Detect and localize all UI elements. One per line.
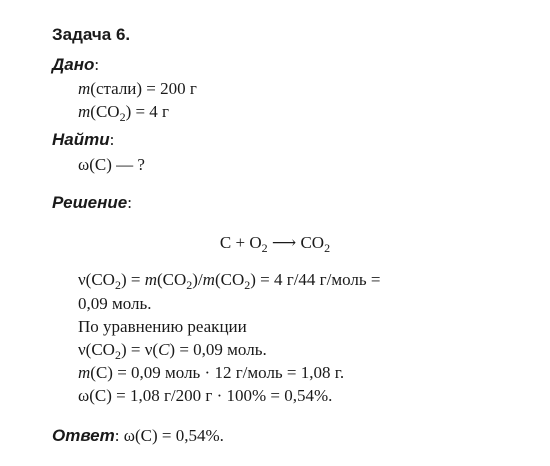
solution-line-moles-carbon: [78, 340, 267, 360]
text-fragment: (C) = 0,09 моль · 12 г/моль = 1,08 г.: [90, 363, 345, 382]
reaction-part1: C + O: [219, 233, 262, 252]
problem-title: Задача 6.: [52, 25, 131, 44]
solution-line-moles-value: 0,09 моль.: [78, 294, 152, 313]
given-colon: :: [94, 55, 100, 74]
carbon-symbol: C: [158, 340, 170, 359]
subscript: 2: [261, 241, 268, 255]
find-heading: [52, 130, 114, 150]
solution-line-carbon-mass: [78, 363, 344, 383]
subscript: 2: [119, 110, 126, 124]
given-steel-text: (стали) = 200 г: [90, 79, 197, 98]
solution-colon: :: [127, 193, 132, 212]
solution-line-moles-co2: [78, 270, 380, 290]
answer-colon: :: [114, 426, 120, 445]
text-fragment: (CO: [214, 270, 245, 289]
find-colon: :: [109, 130, 115, 149]
answer-line: [52, 426, 224, 446]
subscript: 2: [186, 278, 193, 292]
text-fragment: ) = 0,09 моль.: [169, 340, 267, 359]
subscript: 2: [244, 278, 251, 292]
answer-label: Ответ: [52, 426, 115, 445]
mass-symbol: m: [78, 102, 91, 121]
given-line-steel-mass: [78, 79, 197, 99]
text-fragment: ) = ν(: [120, 340, 159, 359]
given-co2-text-after: ) = 4 г: [125, 102, 170, 121]
solution-heading: [52, 193, 132, 213]
solution-line-by-equation: По уравнению реакции: [78, 317, 247, 336]
text-fragment: ν(CO: [78, 270, 115, 289]
subscript: 2: [324, 241, 331, 255]
reaction-equation: [0, 233, 550, 253]
subscript: 2: [114, 348, 121, 362]
answer-text: ω(C) = 0,54%.: [119, 426, 224, 445]
text-fragment: ) =: [120, 270, 145, 289]
given-line-co2-mass: [78, 102, 169, 122]
solution-label: Решение: [52, 193, 128, 212]
solution-line-mass-fraction: ω(C) = 1,08 г/200 г · 100% = 0,54%.: [78, 386, 333, 405]
reaction-arrow: ⟶ CO: [267, 233, 325, 252]
find-line: ω(C) — ?: [78, 155, 145, 174]
subscript: 2: [114, 278, 121, 292]
find-label: Найти: [52, 130, 110, 149]
mass-symbol: m: [202, 270, 215, 289]
mass-symbol: m: [78, 363, 91, 382]
given-heading: [52, 55, 99, 75]
given-label: Дано: [52, 55, 95, 74]
text-fragment: )/: [192, 270, 203, 289]
text-fragment: (CO: [157, 270, 187, 289]
text-fragment: ) = 4 г/44 г/моль =: [250, 270, 381, 289]
mass-symbol: m: [78, 79, 91, 98]
given-co2-text-before: (CO: [90, 102, 120, 121]
text-fragment: ν(CO: [78, 340, 115, 359]
mass-symbol: m: [144, 270, 157, 289]
